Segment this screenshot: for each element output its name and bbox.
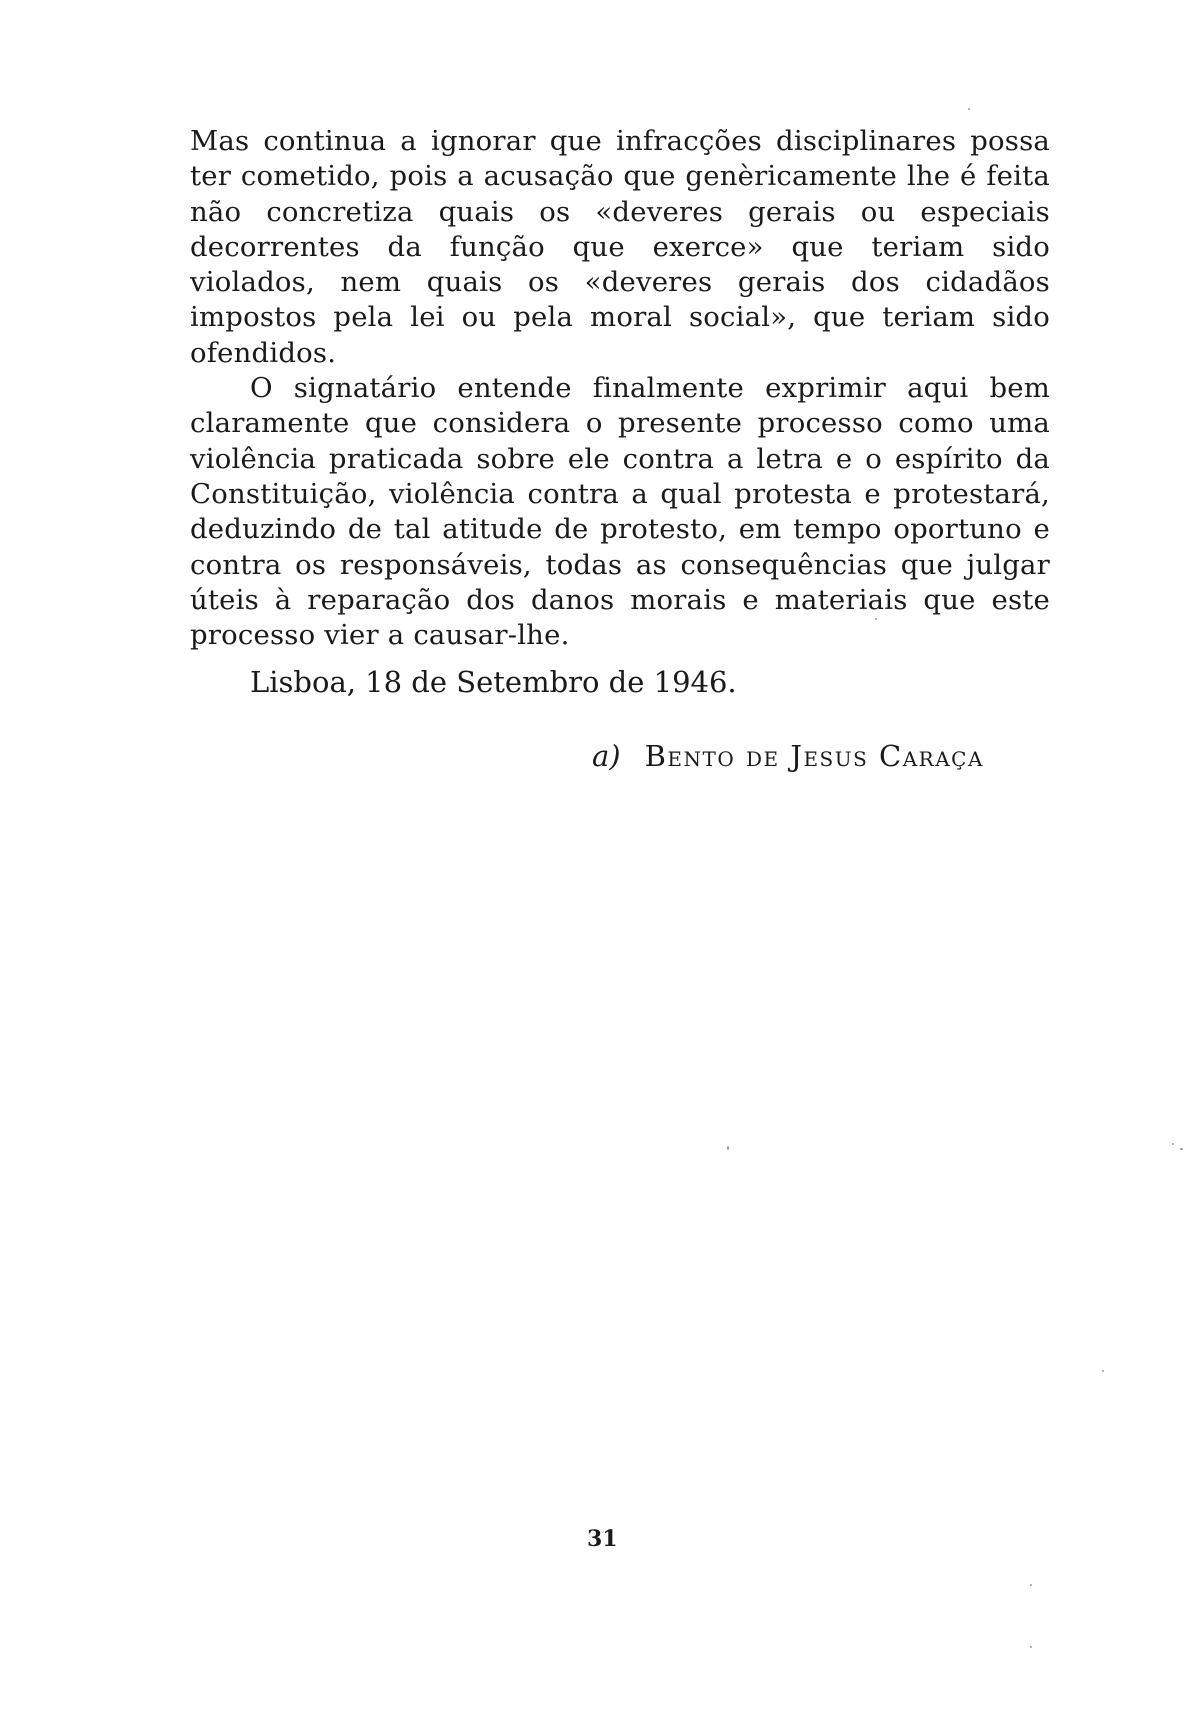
scan-speck bbox=[875, 618, 877, 620]
scan-speck bbox=[1180, 1148, 1183, 1150]
body-text bbox=[190, 124, 1050, 653]
signature-prefix: a) bbox=[592, 739, 621, 773]
paragraph-protest: O signatário entende finalmente exprimir aqui bem claramente que considera o presente processo como uma violência praticada sobre ele contra a letra e o espírito da Constituição, violência contra a qual protesta e protestará, deduzindo de tal atitude de protesto, em tempo oportuno e contra os responsáveis, todas as consequências que julgar úteis à reparação dos danos morais e materiais que este processo vier a causar-lhe. bbox=[190, 372, 1050, 652]
signature bbox=[592, 738, 984, 774]
page-number: 31 bbox=[587, 1526, 618, 1552]
scan-speck bbox=[1102, 1370, 1104, 1372]
scan-speck bbox=[727, 1146, 729, 1150]
scan-speck bbox=[1030, 1584, 1032, 1586]
paragraph-continuation: Mas continua a ignorar que infracções disciplinares possa ter cometido, pois a acusação que genèricamente lhe é feita não concretiza quais os «deveres gerais ou especiais decorrentes da função que exerce» que teriam sido violados, nem quais os «deveres gerais dos cidadãos impostos pela lei ou pela moral social», que teriam sido ofendidos. bbox=[190, 125, 1050, 369]
scan-speck bbox=[1172, 1143, 1174, 1145]
scan-speck bbox=[968, 108, 970, 110]
scan-speck bbox=[1030, 1646, 1032, 1648]
place-and-date: Lisboa, 18 de Setembro de 1946. bbox=[250, 665, 737, 699]
signature-name: Bento de Jesus Caraça bbox=[644, 739, 984, 773]
